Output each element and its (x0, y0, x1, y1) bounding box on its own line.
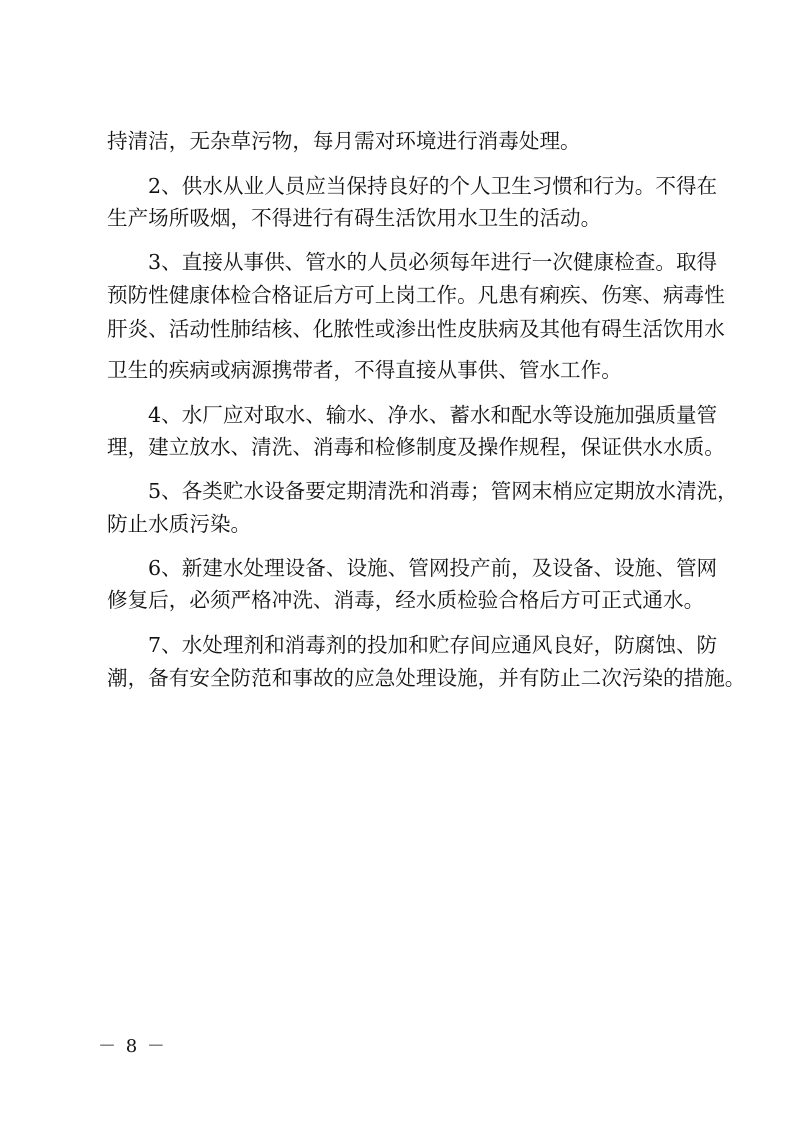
text-line: 持清洁，无杂草污物，每月需对环境进行消毒处理。 (107, 129, 581, 153)
text-line: 卫生的疾病或病源携带者，不得直接从事供、管水工作。 (107, 358, 622, 382)
paragraph-3-start: 3、直接从事供、管水的人员必须每年进行一次健康检查。取得 (148, 250, 718, 274)
text-line: 防止水质污染。 (107, 512, 252, 536)
paragraph-4-start: 4、水厂应对取水、输水、净水、蓄水和配水等设施加强质量管 (148, 403, 718, 427)
paragraph-7-start: 7、水处理剂和消毒剂的投加和贮存间应通风良好，防腐蚀、防 (148, 633, 718, 657)
text-line: 生产场所吸烟，不得进行有碍生活饮用水卫生的活动。 (107, 206, 602, 230)
text-line: 肝炎、活动性肺结核、化脓性或渗出性皮肤病及其他有碍生活饮用水 (107, 317, 725, 341)
text-line: 修复后，必须严格冲洗、消毒，经水质检验合格后方可正式通水。 (107, 588, 705, 612)
paragraph-5-start: 5、各类贮水设备要定期清洗和消毒；管网末梢应定期放水清洗， (148, 479, 738, 503)
text-line: 潮，备有安全防范和事故的应急处理设施，并有防止二次污染的措施。 (107, 666, 746, 690)
paragraph-2-start: 2、供水从业人员应当保持良好的个人卫生习惯和行为。不得在 (148, 174, 718, 198)
page-number: － 8 － (98, 1036, 167, 1057)
text-line: 理，建立放水、清洗、消毒和检修制度及操作规程，保证供水水质。 (107, 435, 725, 459)
text-line: 预防性健康体检合格证后方可上岗工作。凡患有痢疾、伤寒、病毒性 (107, 283, 725, 307)
paragraph-6-start: 6、新建水处理设备、设施、管网投产前，及设备、设施、管网 (148, 556, 718, 580)
